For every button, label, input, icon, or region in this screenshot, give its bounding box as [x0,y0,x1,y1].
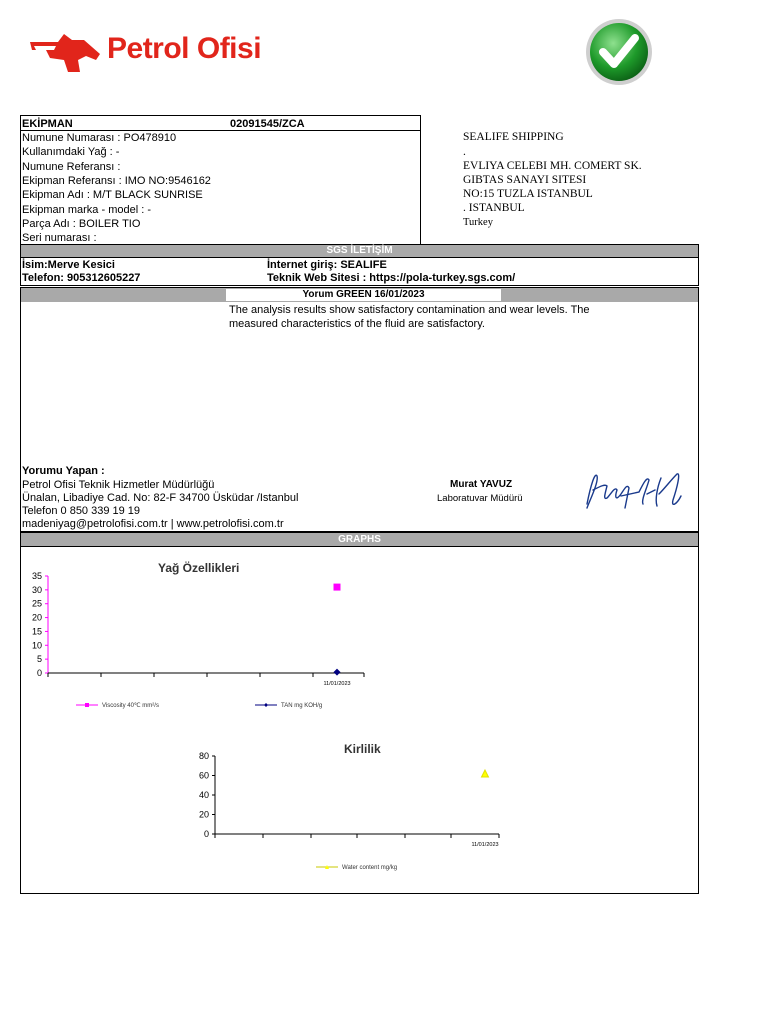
serial-number: Seri numarası : [22,232,97,245]
chart-title: Yağ Özellikleri [158,561,240,575]
address-line: GIBTAS SANAYI SITESI [463,174,587,186]
y-tick-label: 80 [198,751,209,761]
y-tick-label: 5 [36,654,42,665]
author-contact[interactable]: madeniyag@petrolofisi.com.tr | www.petrolofisi.com.tr [22,518,284,530]
x-tick-label: 11/01/2023 [323,681,351,687]
data-point [482,770,489,777]
y-tick-label: 15 [31,626,42,637]
legend-marker [264,703,268,707]
address-line: SEALIFE SHIPPING [463,131,564,143]
contamination-chart [21,732,698,892]
contact-phone: Telefon: 905312605227 [22,272,141,284]
y-tick-label: 20 [31,612,42,623]
comment-header-bar [21,288,698,302]
legend-label: Viscosity 40℃ mm²/s [102,703,159,709]
y-tick-label: 60 [198,770,209,781]
y-tick-label: 25 [31,598,42,609]
legend-label: TAN mg KOH/g [281,703,323,709]
oil-properties-chart [21,547,698,727]
chart-title: Kirlilik [344,742,381,756]
signer-name: Murat YAVUZ [450,479,513,490]
equipment-header-value: 02091545/ZCA [230,118,305,130]
technical-website-link[interactable]: Teknik Web Sitesi : https://pola-turkey.sgs.com/ [267,272,516,284]
legend-marker [85,703,89,707]
address-line: . ISTANBUL [463,202,525,214]
internet-login: İnternet giriş: SEALIFE [267,259,387,271]
green-checkmark-icon [583,18,655,88]
equipment-model: Ekipman marka - model : - [22,203,151,216]
contact-name: İsim:Merve Kesici [22,259,115,271]
x-tick-label: 11/01/2023 [471,842,499,848]
equipment-panel [20,115,421,245]
equipment-header-label: EKİPMAN [22,118,73,130]
address-line: NO:15 TUZLA ISTANBUL [463,188,593,200]
comment-text: The analysis results show satisfactory contamination and wear levels. The [229,304,590,316]
y-tick-label: 35 [31,571,42,581]
address-line: . [463,146,466,158]
equipment-reference: Ekipman Referansı : IMO NO:9546162 [22,174,211,187]
y-tick-label: 0 [36,668,42,678]
equipment-name: Ekipman Adı : M/T BLACK SUNRISE [22,189,203,202]
author-phone: Telefon 0 850 339 19 19 [22,505,141,517]
oil-in-use: Kullanımdaki Yağ : - [22,146,120,159]
comment-author-label: Yorumu Yapan : [22,465,105,477]
y-tick-label: 10 [31,640,42,651]
horse-head-icon [28,32,102,74]
part-name: Parça Adı : BOILER TIO [22,217,141,230]
graphs-bar: GRAPHS [20,532,699,547]
signer-title: Laboratuvar Müdürü [437,493,523,504]
comment-header: Yorum GREEN 16/01/2023 [226,289,501,301]
y-tick-label: 0 [203,829,209,839]
y-tick-label: 20 [198,809,209,820]
signature [581,464,693,516]
brand-name: Petrol Ofisi [107,32,262,65]
comment-panel [20,287,699,532]
sgs-contact-bar: SGS İLETİŞİM [20,244,699,258]
legend-label: Water content mg/kg [342,865,398,871]
data-point [334,584,341,591]
y-tick-label: 30 [31,584,42,595]
y-tick-label: 40 [198,790,209,800]
address-country: Turkey [463,217,493,228]
author-address: Ünalan, Libadiye Cad. No: 82-F 34700 Üsküdar /Istanbul [22,492,299,504]
address-line: EVLIYA CELEBI MH. COMERT SK. [463,160,642,172]
sgs-contact-panel [20,257,699,286]
graphs-panel [20,546,699,894]
data-point [334,669,341,676]
sample-reference: Numune Referansı : [22,160,121,173]
author-organization: Petrol Ofisi Teknik Hizmetler Müdürlüğü [22,479,215,491]
comment-text: measured characteristics of the fluid are satisfactory. [229,318,485,330]
sample-number: Numune Numarası : PO478910 [22,132,177,144]
